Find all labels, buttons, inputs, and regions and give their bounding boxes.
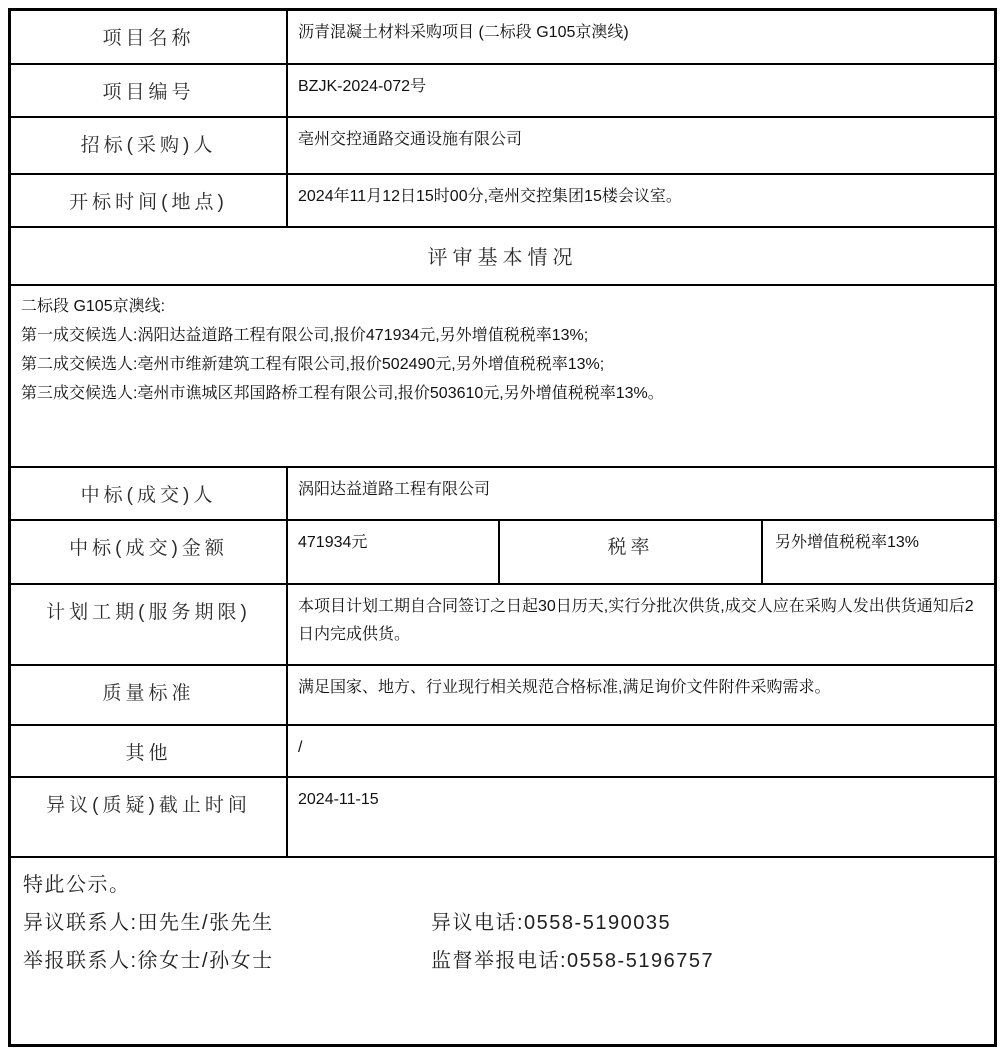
bid-opening-value: 2024年11月12日15时00分,亳州交控集团15楼会议室。 — [298, 188, 682, 205]
report-contact: 举报联系人:徐女士/孙女士 — [23, 950, 274, 972]
quality-standard-value: 满足国家、地方、行业现行相关规范合格标准,满足询价文件附件采购需求。 — [298, 679, 831, 696]
row-quality-standard — [11, 666, 994, 726]
project-number-value: BZJK-2024-072号 — [298, 78, 427, 95]
review-line-candidate-3: 第三成交候选人:亳州市谯城区邦国路桥工程有限公司,报价503610元,另外增值税税率13%。 — [21, 385, 664, 402]
row-objection-deadline — [11, 778, 994, 858]
row-winner — [11, 468, 994, 521]
objection-deadline-label: 异议(质疑)截止时间 — [11, 778, 288, 856]
review-summary — [11, 286, 994, 466]
award-amount-value: 471934元 — [288, 521, 500, 583]
project-name-label: 项目名称 — [11, 11, 288, 63]
objection-phone: 异议电话:0558-5190035 — [431, 912, 672, 934]
row-award-amount — [11, 521, 994, 585]
row-bid-opening — [11, 175, 994, 228]
report-phone: 监督举报电话:0558-5196757 — [431, 950, 715, 972]
objection-deadline-value: 2024-11-15 — [298, 791, 379, 808]
review-line-section: 二标段 G105京澳线: — [21, 298, 166, 315]
duration-label: 计划工期(服务期限) — [11, 585, 288, 664]
bid-result-table — [8, 8, 997, 1047]
row-duration — [11, 585, 994, 666]
winner-label: 中标(成交)人 — [11, 468, 288, 519]
review-section-title: 评审基本情况 — [427, 247, 578, 269]
duration-value: 本项目计划工期自合同签订之日起30日历天,实行分批次供货,成交人应在采购人发出供货通知后2日内完成供货。 — [298, 598, 974, 643]
footer-objection-line — [23, 904, 980, 942]
footer-report-line — [23, 942, 980, 980]
other-value: / — [298, 739, 303, 756]
footer-notice: 特此公示。 — [23, 874, 131, 896]
tax-rate-label: 税率 — [500, 521, 763, 583]
winner-value: 涡阳达益道路工程有限公司 — [298, 481, 491, 498]
footer-block — [11, 858, 994, 1044]
row-footer — [11, 858, 994, 1044]
purchaser-label: 招标(采购)人 — [11, 118, 288, 173]
bid-opening-label: 开标时间(地点) — [11, 175, 288, 226]
review-line-candidate-1: 第一成交候选人:涡阳达益道路工程有限公司,报价471934元,另外增值税税率13%; — [21, 327, 589, 344]
tax-rate-value: 另外增值税税率13% — [775, 534, 920, 551]
row-purchaser — [11, 118, 994, 175]
review-line-candidate-2: 第二成交候选人:亳州市维新建筑工程有限公司,报价502490元,另外增值税税率13%; — [21, 356, 605, 373]
objection-contact: 异议联系人:田先生/张先生 — [23, 912, 274, 934]
award-amount-label: 中标(成交)金额 — [11, 521, 288, 583]
project-name-value: 沥青混凝土材料采购项目 (二标段 G105京澳线) — [298, 24, 629, 41]
row-review-summary — [11, 286, 994, 468]
quality-standard-label: 质量标准 — [11, 666, 288, 724]
row-project-name — [11, 11, 994, 65]
project-number-label: 项目编号 — [11, 65, 288, 116]
row-project-number — [11, 65, 994, 118]
other-label: 其他 — [11, 726, 288, 776]
row-review-header — [11, 228, 994, 286]
purchaser-value: 亳州交控通路交通设施有限公司 — [298, 131, 523, 148]
row-other — [11, 726, 994, 778]
